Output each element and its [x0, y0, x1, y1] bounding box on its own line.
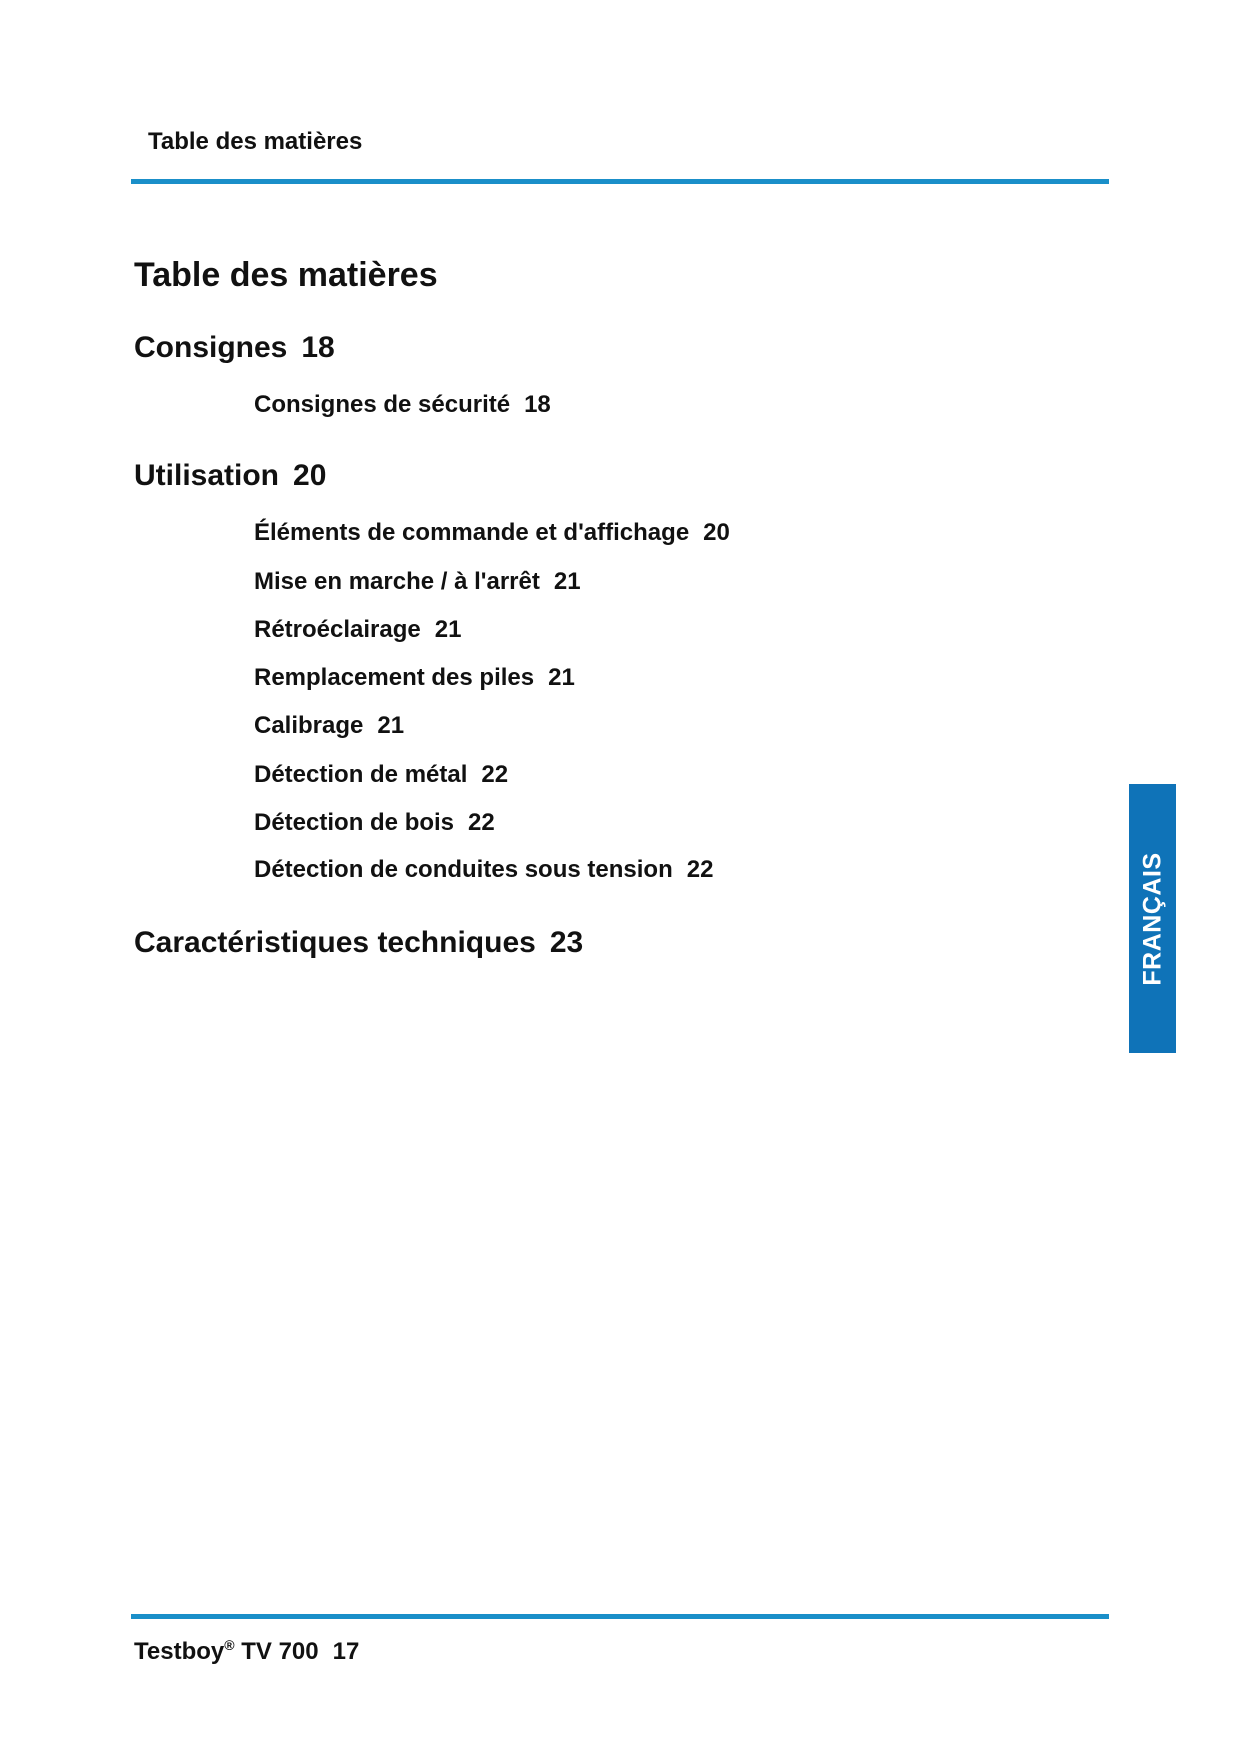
toc-section-caracteristiques[interactable] [134, 928, 583, 958]
toc-section-consignes[interactable] [134, 333, 335, 363]
toc-entry-page: 22 [686, 856, 714, 883]
toc-entry-page: 20 [703, 519, 730, 546]
toc-entry-page: 22 [481, 761, 509, 788]
toc-section-label: Utilisation [134, 459, 280, 492]
toc-section-page: 23 [549, 926, 584, 959]
toc-entry-label: Détection de bois [254, 809, 455, 836]
toc-entry-label: Consignes de sécurité [254, 391, 511, 418]
registered-mark: ® [224, 1637, 235, 1653]
toc-entry-label: Calibrage [254, 712, 364, 739]
language-tab-label: FRANÇAIS [1138, 851, 1166, 986]
footer-model: TV 700 [241, 1638, 319, 1665]
toc-entry-page: 21 [553, 568, 581, 595]
toc-entry-page: 21 [377, 712, 405, 739]
toc-entry-label: Détection de métal [254, 761, 468, 788]
toc-section-page: 18 [301, 331, 335, 364]
page-title: Table des matières [134, 256, 438, 294]
running-header: Table des matières [148, 128, 363, 155]
toc-section-label: Caractéristiques techniques [134, 926, 536, 959]
toc-entry[interactable] [254, 570, 581, 594]
toc-entry-label: Détection de conduites sous tension [254, 856, 673, 883]
language-tab [1129, 784, 1176, 1053]
toc-entry[interactable] [254, 393, 551, 417]
toc-entry-page: 22 [468, 809, 495, 836]
toc-entry[interactable] [254, 618, 461, 642]
toc-section-label: Consignes [134, 331, 288, 364]
toc-section-utilisation[interactable] [134, 461, 326, 491]
toc-entry[interactable] [254, 763, 508, 787]
toc-entry[interactable] [254, 666, 575, 690]
toc-entry[interactable] [254, 858, 713, 882]
toc-entry-label: Remplacement des piles [254, 664, 535, 691]
toc-entry[interactable] [254, 521, 730, 545]
toc-entry[interactable] [254, 811, 495, 835]
toc-entry-page: 21 [434, 616, 462, 643]
header-rule [131, 179, 1109, 184]
page-footer [134, 1637, 360, 1665]
toc-entry-label: Éléments de commande et d'affichage [254, 519, 690, 546]
footer-rule [131, 1614, 1109, 1619]
toc-entry-page: 21 [548, 664, 575, 691]
toc-entry[interactable] [254, 714, 404, 738]
toc-entry-page: 18 [524, 391, 551, 418]
toc-entry-label: Rétroéclairage [254, 616, 421, 643]
footer-brand: Testboy [134, 1638, 225, 1665]
toc-entry-label: Mise en marche / à l'arrêt [254, 568, 540, 595]
toc-section-page: 20 [293, 459, 327, 492]
footer-page-number: 17 [332, 1638, 360, 1665]
